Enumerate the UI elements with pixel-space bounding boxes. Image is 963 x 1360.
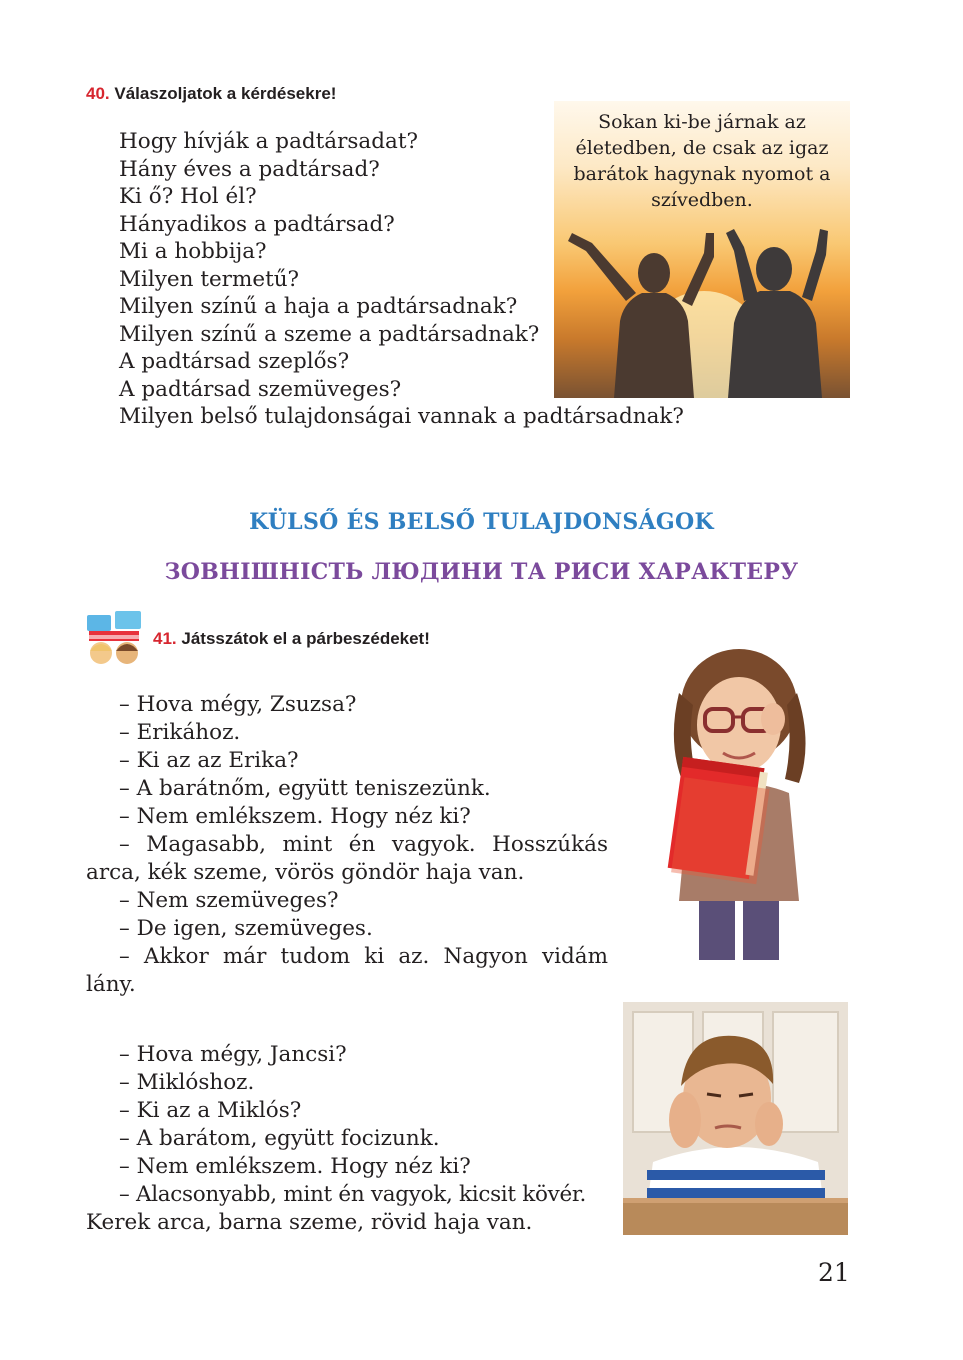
- dialog-line: – Alacsonyabb, mint én vagyok, kicsit kövér.: [119, 1182, 587, 1207]
- task-40-text: Válaszoljatok a kérdésekre!: [114, 84, 337, 103]
- dialog-line: – A barátnőm, együtt teniszezünk.: [119, 776, 491, 801]
- dialog-line: arca, kék szeme, vörös göndör haja van.: [86, 860, 525, 885]
- dialogue-pictogram-icon: [85, 611, 143, 667]
- boy-at-table-photo: [623, 1002, 848, 1235]
- question: Milyen színű a haja a padtársadnak?: [119, 294, 518, 319]
- quote-line: szívedben.: [651, 189, 753, 211]
- dialog-line: – Nem szemüveges?: [119, 888, 339, 913]
- dialog-line: – De igen, szemüveges.: [119, 916, 373, 941]
- dialog-line: – Miklóshoz.: [119, 1070, 255, 1095]
- girl-with-books-photo: [627, 633, 849, 960]
- page-number: 21: [818, 1258, 850, 1287]
- dialog-line: – Erikához.: [119, 720, 241, 745]
- task-40-instruction: [86, 84, 336, 104]
- section-title-hungarian: KÜLSŐ ÉS BELSŐ TULAJDONSÁGOK: [249, 509, 714, 535]
- dialog-line: – Magasabb, mint én vagyok. Hosszúkás: [119, 832, 608, 857]
- dialog-2: [86, 1041, 608, 1237]
- question: Hány éves a padtársad?: [119, 156, 380, 182]
- question: Milyen termetű?: [119, 266, 300, 292]
- question: Milyen színű a szeme a padtársadnak?: [119, 321, 540, 347]
- task-41-instruction: [153, 629, 430, 649]
- dialog-line: lány.: [86, 972, 136, 997]
- task-41-number: 41.: [153, 629, 177, 648]
- question: Milyen belső tulajdonságai vannak a padtársadnak?: [119, 404, 684, 429]
- dialog-line: – Nem emlékszem. Hogy néz ki?: [119, 804, 471, 829]
- question: A padtársad szeplős?: [119, 349, 350, 374]
- task-40-number: 40.: [86, 84, 110, 103]
- question: Hogy hívják a padtársadat?: [119, 129, 418, 154]
- dialog-line: – Akkor már tudom ki az. Nagyon vidám: [119, 944, 608, 969]
- section-title-ukrainian: ЗОВНІШНІСТЬ ЛЮДИНИ ТА РИСИ ХАРАКТЕРУ: [164, 559, 799, 585]
- dialog-line: – Hova mégy, Zsuzsa?: [119, 692, 357, 717]
- dialog-line: – Ki az az Erika?: [119, 748, 299, 773]
- quote-line: barátok hagynak nyomot a: [573, 163, 831, 185]
- question: Ki ő? Hol él?: [119, 184, 257, 209]
- question: Mi a hobbija?: [119, 239, 267, 264]
- dialog-line: – Nem emlékszem. Hogy néz ki?: [119, 1154, 471, 1179]
- task-41-text: Játsszátok el a párbeszédeket!: [181, 629, 430, 648]
- dialog-1: [86, 691, 608, 999]
- quote-text: [554, 109, 850, 213]
- dialog-line: – A barátom, együtt focizunk.: [119, 1126, 440, 1151]
- question: Hányadikos a padtársad?: [119, 211, 395, 237]
- dialog-line: – Hova mégy, Jancsi?: [119, 1042, 347, 1067]
- dialog-line: Kerek arca, barna szeme, rövid haja van.: [86, 1210, 533, 1235]
- friends-sunset-photo: [554, 101, 850, 398]
- question: A padtársad szemüveges?: [119, 376, 402, 402]
- quote-line: életedben, de csak az igaz: [575, 137, 829, 159]
- quote-line: Sokan ki-be járnak az: [598, 111, 806, 133]
- dialog-line: – Ki az a Miklós?: [119, 1098, 302, 1123]
